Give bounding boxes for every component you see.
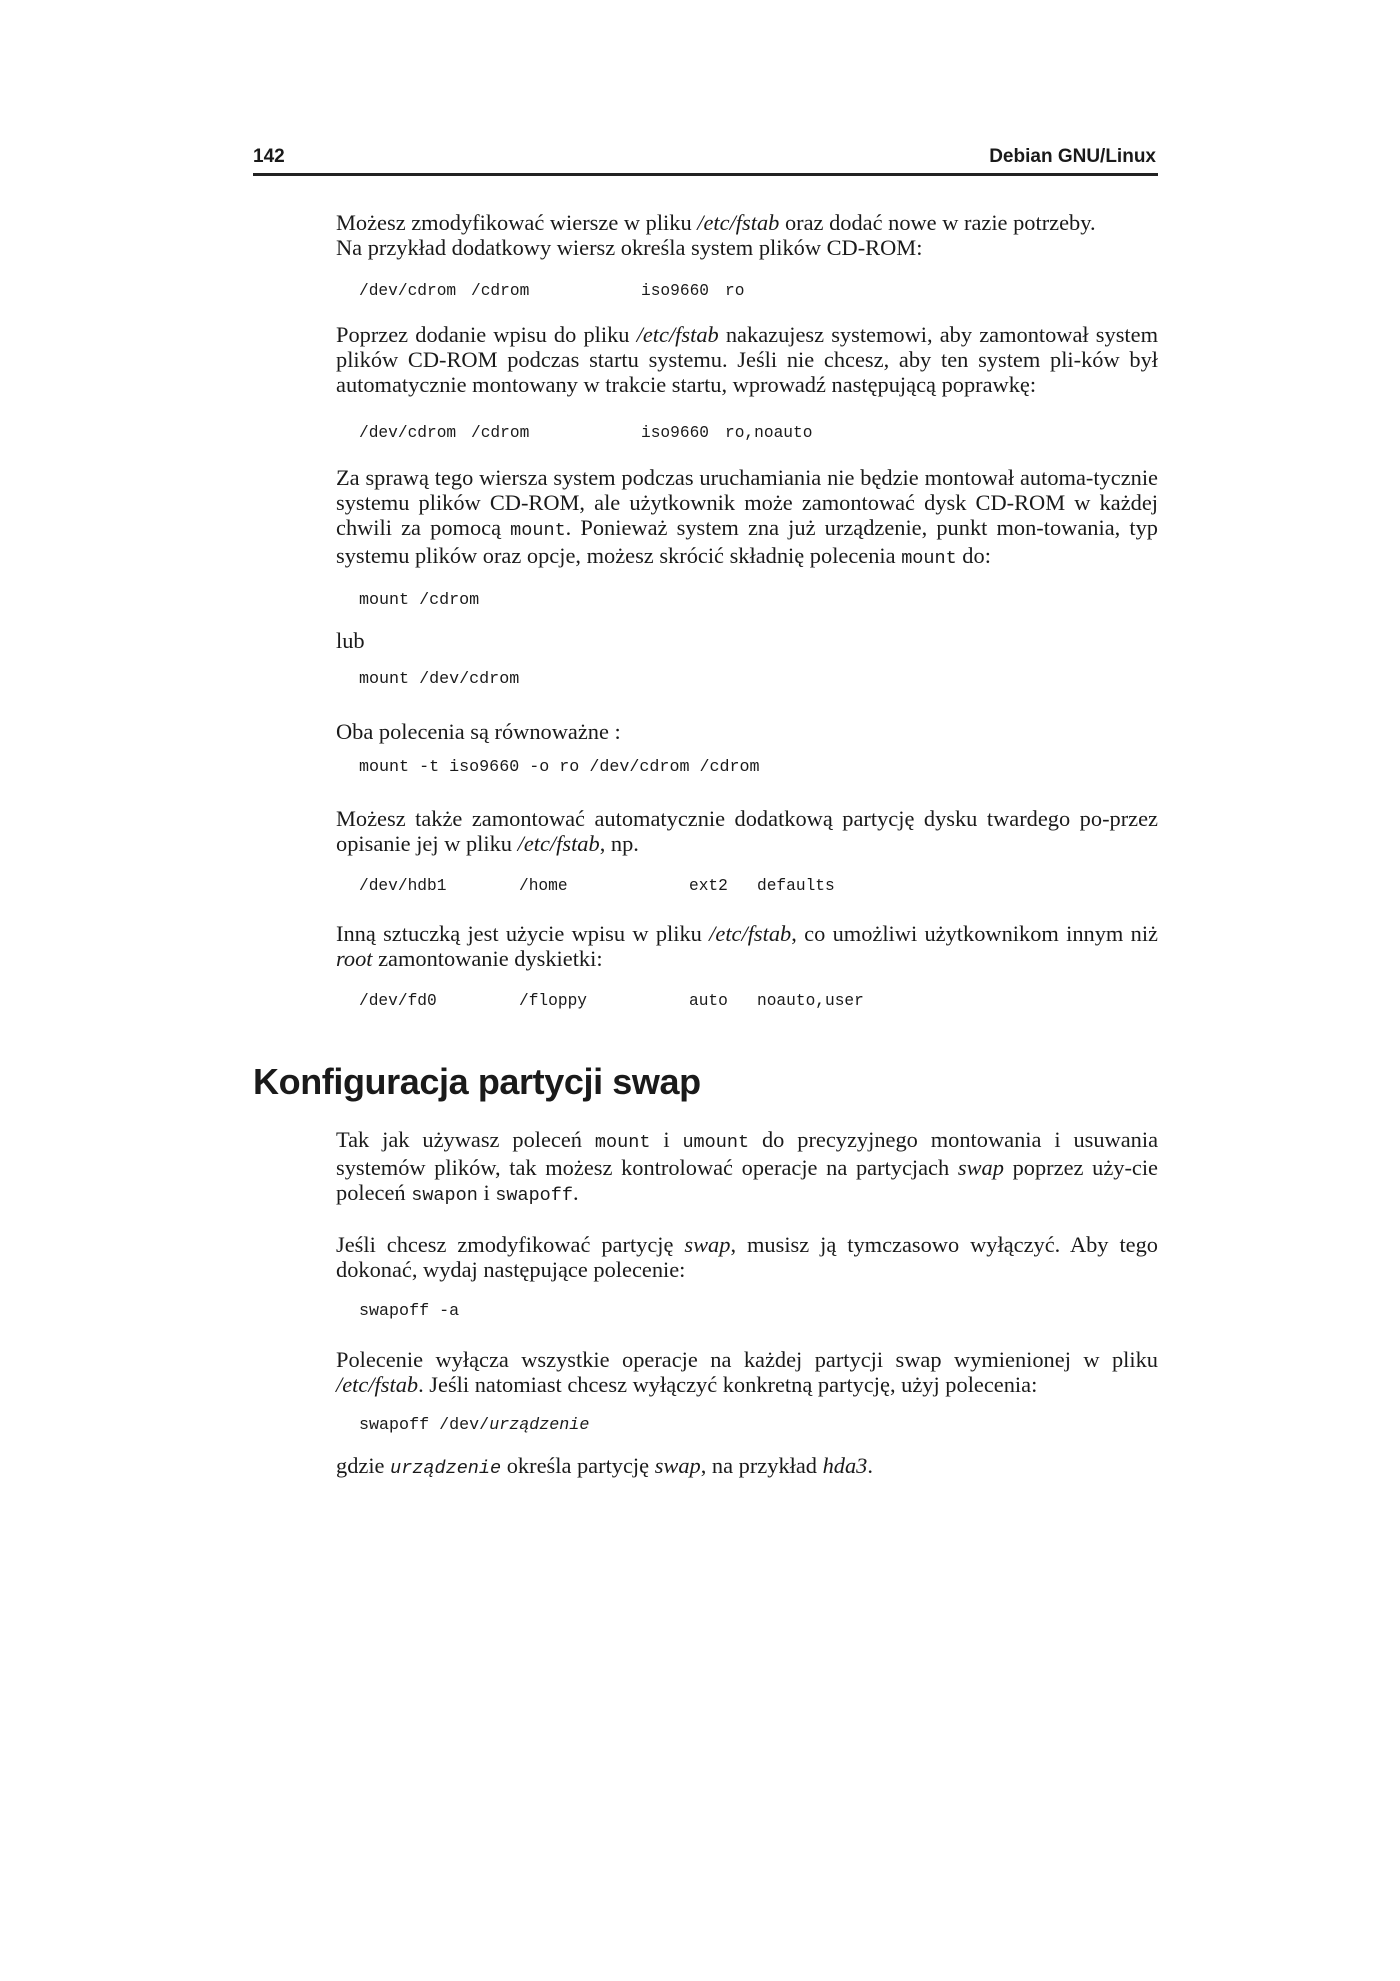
- page-header: [253, 145, 1158, 176]
- fstab-device: /dev/fd0: [359, 992, 437, 1010]
- fstab-mount-point: /home: [519, 877, 568, 895]
- fstab-mount-point: /cdrom: [471, 282, 530, 300]
- text: określa partycję: [501, 1453, 655, 1478]
- fstab-line-floppy: [0, 991, 864, 1011]
- text: Tak jak używasz poleceń: [336, 1127, 595, 1152]
- swap-term: swap: [684, 1232, 731, 1257]
- root-user: root: [336, 946, 373, 971]
- text: nakazujesz systemowi, aby zamontował system plików CD-ROM podczas startu systemu. Jeśli nie chcesz, aby ten system pli-ków był automatycznie montowany w trakcie startu, wprowadź następującą poprawkę:: [336, 322, 1158, 397]
- text: .: [867, 1453, 873, 1478]
- paragraph-device-explanation: [336, 1453, 1158, 1481]
- code-swapoff-device: [359, 1416, 589, 1436]
- paragraph-swapoff-explanation: [336, 1347, 1158, 1397]
- code-mount-cdrom: mount /cdrom: [359, 591, 480, 610]
- fstab-device: /dev/cdrom: [359, 424, 457, 442]
- swap-term: swap: [957, 1155, 1004, 1180]
- section-heading: Konfiguracja partycji swap: [253, 1061, 701, 1102]
- text: do:: [956, 543, 991, 568]
- paragraph-fstab-intro: [336, 210, 1158, 260]
- fstab-path: /etc/fstab: [709, 921, 792, 946]
- text: , np.: [599, 831, 639, 856]
- code-swapoff-all: swapoff -a: [359, 1302, 460, 1321]
- text: . Jeśli natomiast chcesz wyłączyć konkretną partycję, użyj polecenia:: [418, 1372, 1038, 1397]
- text: i: [477, 1180, 496, 1205]
- fstab-path: /etc/fstab: [517, 831, 600, 856]
- paragraph-fstab-boot: [336, 322, 1158, 397]
- code-mount-dev-cdrom: mount /dev/cdrom: [359, 670, 520, 689]
- text: Poprzez dodanie wpisu do pliku: [336, 322, 637, 347]
- text: Polecenie wyłącza wszystkie operacje na każdej partycji swap wymienionej w pliku: [336, 1347, 1158, 1372]
- paragraph-swap-intro: [336, 1127, 1158, 1208]
- fstab-path: /etc/fstab: [336, 1372, 419, 1397]
- paragraph-swap-modify: [336, 1232, 1158, 1282]
- paragraph-hdd-partition: [336, 806, 1158, 856]
- paragraph-equivalent: Oba polecenia są równoważne :: [336, 719, 621, 744]
- inline-command: mount: [510, 520, 566, 541]
- fstab-options: ro,noauto: [725, 424, 813, 442]
- device-example: hda3: [822, 1453, 868, 1478]
- fstab-options: noauto,user: [757, 992, 864, 1010]
- swap-term: swap: [654, 1453, 701, 1478]
- code-parameter: urządzenie: [390, 1458, 502, 1479]
- text: .: [572, 1180, 579, 1205]
- code-text: swapoff /dev/: [359, 1416, 490, 1435]
- text: Inną sztuczką jest użycie wpisu w pliku: [336, 921, 710, 946]
- text: Jeśli chcesz zmodyfikować partycję: [336, 1232, 685, 1257]
- fstab-line-cdrom-noauto: [0, 423, 813, 443]
- text: , musisz ją tymczasowo wyłączyć. Aby tego dokonać, wydaj następujące polecenie:: [336, 1232, 1158, 1282]
- text: Możesz także zamontować automatycznie dodatkową partycję dysku twardego po-przez opisanie jej w pliku: [336, 806, 1158, 856]
- text: . Ponieważ system zna już urządzenie, punkt mon-towania, typ systemu plików oraz opcje, możesz skrócić składnię polecenia: [336, 515, 1158, 568]
- fstab-options: defaults: [757, 877, 835, 895]
- fstab-device: /dev/hdb1: [359, 877, 447, 895]
- inline-command: umount: [682, 1132, 750, 1153]
- paragraph-noauto-explanation: [336, 465, 1158, 571]
- paragraph-lub: lub: [336, 628, 365, 653]
- inline-command: swapon: [411, 1185, 478, 1206]
- fstab-line-home: [0, 876, 835, 896]
- text: oraz dodać nowe w razie potrzeby.: [779, 210, 1096, 235]
- fstab-fs-type: auto: [689, 992, 728, 1010]
- inline-command: mount: [901, 548, 957, 569]
- text: Możesz zmodyfikować wiersze w pliku: [336, 210, 698, 235]
- fstab-line-cdrom: [0, 281, 800, 301]
- fstab-fs-type: iso9660: [641, 282, 709, 300]
- inline-command: mount: [594, 1132, 651, 1153]
- fstab-mount-point: /floppy: [519, 992, 587, 1010]
- text: Na przykład dodatkowy wiersz określa system plików CD-ROM:: [336, 235, 923, 260]
- paragraph-floppy: [336, 921, 1158, 971]
- fstab-fs-type: ext2: [689, 877, 728, 895]
- inline-command: swapoff: [495, 1185, 573, 1206]
- text: , co umożliwi użytkownikom innym niż: [791, 921, 1158, 946]
- fstab-fs-type: iso9660: [641, 424, 709, 442]
- fstab-path: /etc/fstab: [697, 210, 780, 235]
- text: i: [650, 1127, 683, 1152]
- text: poprzez uży-cie poleceń: [336, 1155, 1158, 1205]
- fstab-path: /etc/fstab: [636, 322, 719, 347]
- text: zamontowanie dyskietki:: [372, 946, 603, 971]
- fstab-options: ro: [725, 282, 745, 300]
- text: Za sprawą tego wiersza system podczas uruchamiania nie będzie montował automa-tycznie systemu plików CD-ROM, ale użytkownik może zamontować dysk CD-ROM w każdej chwili za pomocą: [336, 465, 1158, 540]
- text: gdzie: [336, 1453, 391, 1478]
- code-parameter: urządzenie: [489, 1416, 590, 1435]
- code-mount-full: mount -t iso9660 -o ro /dev/cdrom /cdrom: [359, 758, 760, 777]
- fstab-device: /dev/cdrom: [359, 282, 457, 300]
- text: do precyzyjnego montowania i usuwania systemów plików, tak możesz kontrolować operacje na partycjach: [336, 1127, 1159, 1180]
- running-title: Debian GNU/Linux: [989, 146, 1156, 167]
- fstab-mount-point: /cdrom: [471, 424, 530, 442]
- text: , na przykład: [700, 1453, 823, 1478]
- page-number: 142: [253, 146, 285, 167]
